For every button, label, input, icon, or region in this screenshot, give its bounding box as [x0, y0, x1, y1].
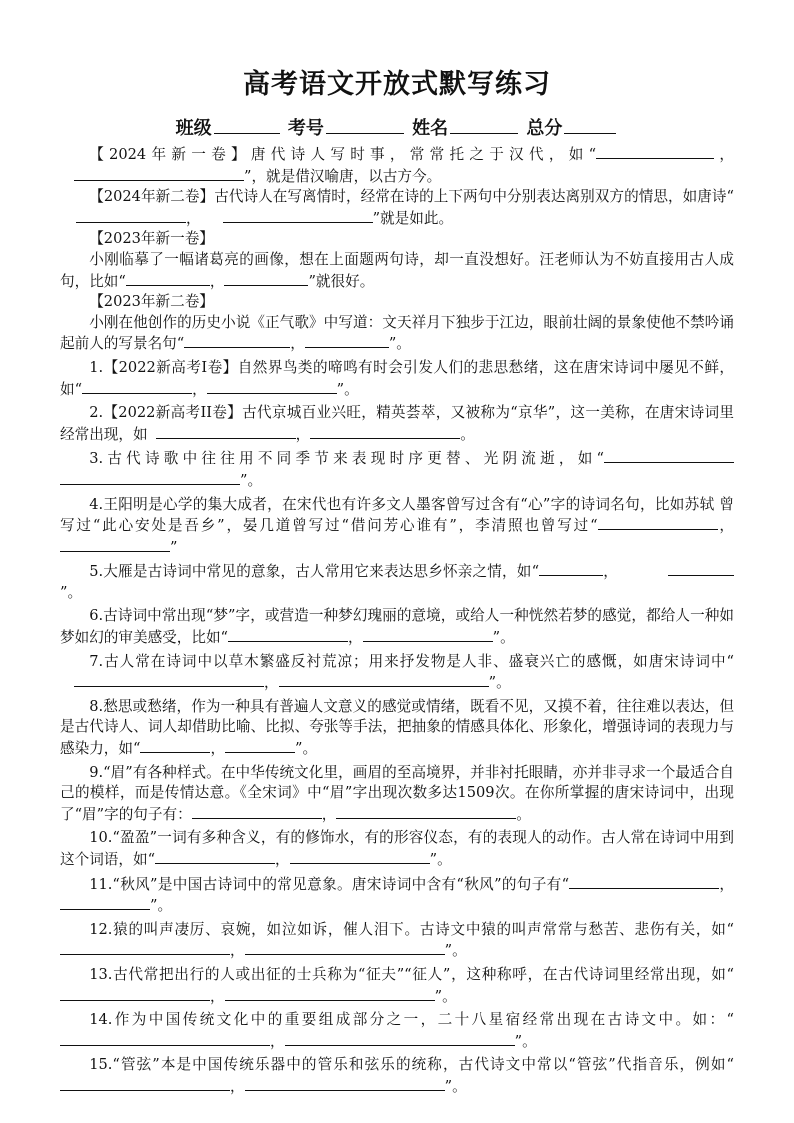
item-2024-new1: 【2024年新一卷】唐代诗人写时事，常常托之于汉代，如“ ，”，就是借汉喻唐，以古方今。 — [60, 144, 734, 187]
answer-blank[interactable] — [60, 940, 230, 955]
answer-blank[interactable] — [192, 804, 322, 819]
answer-blank[interactable] — [60, 1076, 230, 1091]
answer-blank[interactable] — [224, 271, 308, 286]
question-8: 8.愁思或愁绪，作为一种具有普遍人文意义的感觉或情绪，既看不见，又摸不着，往往难以表达，但是古代诗人、词人却借助比喻、比拟、夸张等手法，把抽象的情感具体化、形象化，增强诗词的表现力与感染力，如“ ， ”。 — [60, 697, 734, 758]
question-13: 13.古代常把出行的人或出征的士兵称为“征夫”“征人”，这种称呼，在古代诗词里经常出现，如“， ”。 — [60, 965, 734, 1007]
item-2023-new1: 小刚临摹了一幅诸葛亮的画像，想在上面题两句诗，却一直没想好。汪老师认为不妨直接用古人成句，比如“ ， ”就很好。 — [60, 250, 734, 290]
answer-blank[interactable] — [60, 986, 210, 1001]
score-label: 总分 — [526, 118, 563, 139]
question-7: 7.古人常在诗词中以草木繁盛反衬荒凉；用来抒发物是人非、盛衰兴亡的感慨，如唐宋诗词中“， ”。 — [60, 652, 734, 694]
answer-blank[interactable] — [207, 379, 337, 394]
answer-blank[interactable] — [305, 333, 389, 348]
question-5: 5.大雁是古诗词中常见的意象，古人常用它来表达思乡怀亲之情，如“ ，”。 — [60, 561, 734, 603]
exercise-body — [60, 144, 734, 1101]
answer-blank[interactable] — [569, 874, 719, 889]
answer-blank[interactable] — [668, 561, 734, 576]
answer-blank[interactable] — [74, 166, 244, 181]
answer-blank[interactable] — [225, 738, 295, 753]
question-3: 3.古代诗歌中往往用不同季节来表现时序更替、光阴流逝，如“”。 — [60, 448, 734, 491]
student-info-line — [0, 114, 794, 140]
answer-blank[interactable] — [60, 1031, 270, 1046]
answer-blank[interactable] — [184, 333, 290, 348]
answer-blank[interactable] — [336, 804, 516, 819]
item-2023-new2: 小刚在他创作的历史小说《正气歌》中写道：文天祥月下独步于江边，眼前壮阔的景象使他不禁吟诵起前人的写景名句“ ， ”。 — [60, 313, 734, 353]
answer-blank[interactable] — [60, 537, 170, 552]
answer-blank[interactable] — [156, 424, 296, 439]
answer-blank[interactable] — [223, 208, 373, 223]
answer-blank[interactable] — [82, 379, 192, 394]
question-12: 12.猿的叫声凄厉、哀婉，如泣如诉，催人泪下。古诗文中猿的叫声常常与愁苦、悲伤有关，如“， ”。 — [60, 920, 734, 962]
answer-blank[interactable] — [279, 672, 489, 687]
answer-blank[interactable] — [363, 627, 493, 642]
answer-blank[interactable] — [245, 1076, 445, 1091]
question-2: 2.【2022新高考II卷】古代京城百业兴旺，精英荟萃，又被称为“京华”，这一美称，在唐宋诗词里经常出现，如 ， 。 — [60, 404, 734, 443]
question-15: 15.“管弦”本是中国传统乐器中的管乐和弦乐的统称，古代诗文中常以“管弦”代指音乐，例如“， ”。 — [60, 1055, 734, 1097]
answer-blank[interactable] — [285, 1031, 515, 1046]
page-title: 高考语文开放式默写练习 — [243, 69, 551, 100]
answer-blank[interactable] — [225, 986, 435, 1001]
question-4: 4.王阳明是心学的集大成者，在宋代也有许多文人墨客曾写过含有“心”字的诗词名句，比如苏轼 曾写过“此心安处是吾乡”，晏几道曾写过“借问芳心谁有”，李清照也曾写过“ ，” — [60, 495, 734, 556]
answer-blank[interactable] — [76, 208, 186, 223]
name-field[interactable] — [450, 115, 518, 134]
heading-2023-new1: 【2023年新一卷】 — [89, 230, 214, 248]
answer-blank[interactable] — [310, 424, 460, 439]
answer-blank[interactable] — [155, 849, 275, 864]
answer-blank[interactable] — [596, 144, 714, 159]
answer-blank[interactable] — [60, 895, 150, 910]
question-9: 9.“眉”有各种样式。在中华传统文化里，画眉的至高境界，并非衬托眼睛，亦并非寻求一个最适合自己的模样，而是传情达意。《全宋词》中“眉”字出现次数多达1509次。在你所掌握的唐宋诗词中，出现了“眉”字的句子有： ， 。 — [60, 763, 734, 823]
answer-blank[interactable] — [539, 561, 603, 576]
answer-blank[interactable] — [598, 515, 718, 530]
answer-blank[interactable] — [604, 448, 734, 463]
question-6: 6.古诗词中常出现“梦”字，或营造一种梦幻瑰丽的意境，或给人一种恍然若梦的感觉，都给人一种如梦如幻的审美感受，比如“ ， ”。 — [60, 607, 734, 647]
answer-blank[interactable] — [126, 271, 210, 286]
exam-no-label: 考号 — [287, 118, 324, 139]
question-14: 14.作为中国传统文化中的重要组成部分之一，二十八星宿经常出现在古诗文中。如：“， ”。 — [60, 1010, 734, 1052]
score-field[interactable] — [564, 115, 616, 134]
answer-blank[interactable] — [245, 940, 445, 955]
class-label: 班级 — [175, 118, 212, 139]
answer-blank[interactable] — [228, 627, 348, 642]
name-label: 姓名 — [412, 118, 449, 139]
heading-2023-new2: 【2023年新二卷】 — [89, 293, 214, 311]
answer-blank[interactable] — [290, 849, 430, 864]
answer-blank[interactable] — [140, 738, 210, 753]
question-11: 11.“秋风”是中国古诗词中的常见意象。唐宋诗词中含有“秋风”的句子有“ ，”。 — [60, 874, 734, 917]
question-1: 1.【2022新高考Ⅰ卷】自然界鸟类的啼鸣有时会引发人们的悲思愁绪，这在唐宋诗词中屡见不鲜，如“ ， ”。 — [60, 358, 734, 398]
question-10: 10.“盈盈”一词有多种含义，有的修饰水，有的形容仪态，有的表现人的动作。古人常在诗词中用到这个词语，如“ ， ”。 — [60, 829, 734, 868]
answer-blank[interactable] — [74, 672, 264, 687]
class-field[interactable] — [214, 115, 280, 134]
answer-blank[interactable] — [60, 470, 240, 485]
exam-no-field[interactable] — [326, 115, 404, 134]
item-2024-new2: 【2024年新二卷】古代诗人在写离情时，经常在诗的上下两句中分别表达离别双方的情思，如唐诗“， ”就是如此。 — [60, 187, 734, 229]
